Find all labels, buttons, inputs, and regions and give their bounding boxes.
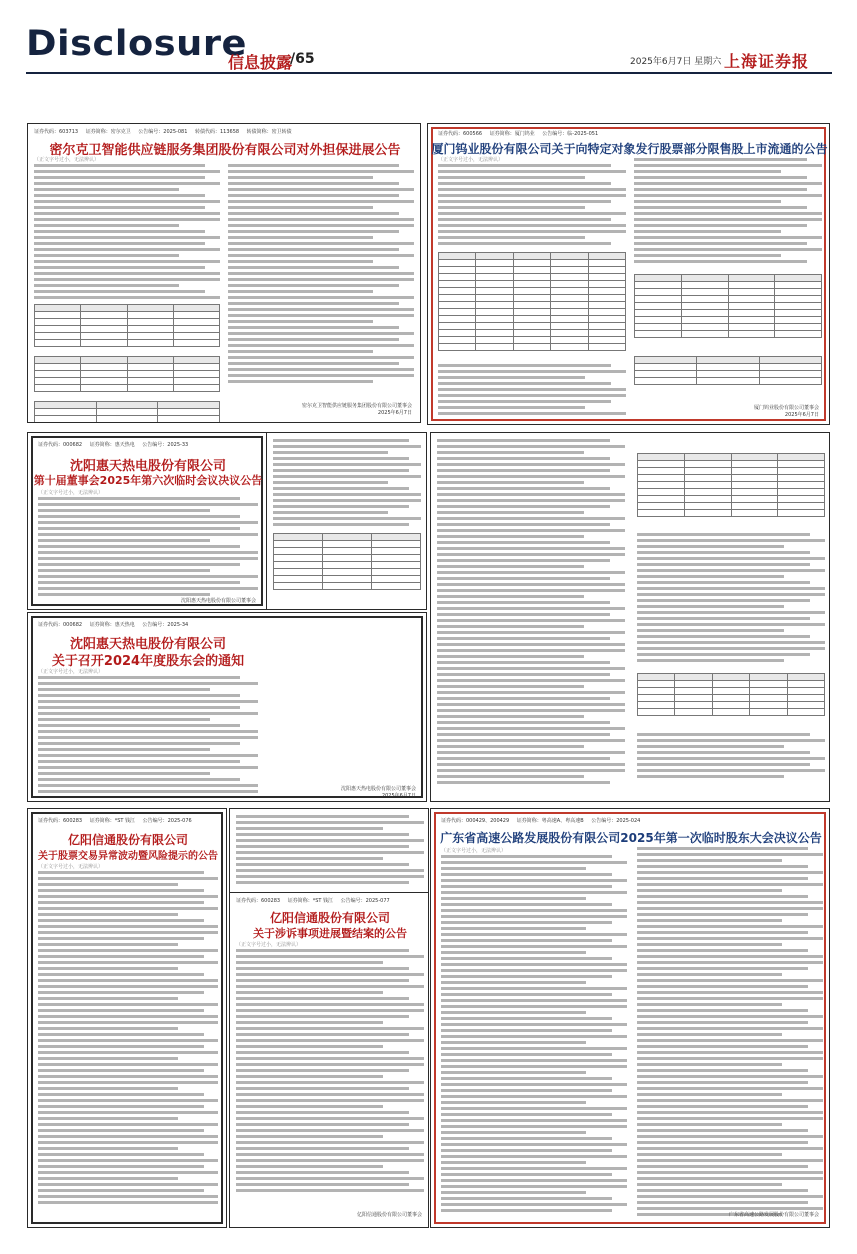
body-omitted-note: （正文字号过小，无法辨认） bbox=[38, 490, 104, 496]
signature-org: 厦门钨业股份有限公司董事会 bbox=[753, 405, 819, 411]
notice-title: 密尔克卫智能供应链服务集团股份有限公司对外担保进展公告 bbox=[49, 143, 401, 158]
notice-panel-yiyang-risk bbox=[27, 808, 227, 1228]
signature-org: 亿阳信通股份有限公司董事会 bbox=[356, 1212, 422, 1218]
notice-panel-xiamen-tungsten bbox=[427, 123, 830, 425]
notice-title-line-2: 第十届董事会2025年第六次临时会议决议公告 bbox=[33, 474, 263, 487]
signature-date: 2025年6月7日 bbox=[381, 793, 416, 799]
signature bbox=[302, 402, 412, 416]
notice-continued-center bbox=[267, 432, 427, 610]
body-omitted-note: （正文字号过小，无法辨认） bbox=[38, 864, 104, 870]
code-bar-item: 转债代码：113658 bbox=[194, 129, 240, 135]
code-bar-item: 公告编号：2025-076 bbox=[142, 818, 192, 824]
notice-title-line-1: 亿阳信通股份有限公司 bbox=[67, 833, 188, 847]
notice-title: 广东省高速公路发展股份有限公司2025年第一次临时股东大会决议公告 bbox=[440, 831, 822, 845]
notice-panel-guangdong-expressway bbox=[430, 808, 830, 1228]
code-bar bbox=[236, 897, 396, 907]
body-text bbox=[236, 949, 424, 1195]
code-bar-item: 转债简称：密卫转债 bbox=[246, 129, 292, 135]
body-text bbox=[38, 676, 258, 796]
proposal-table bbox=[273, 533, 421, 590]
signature bbox=[181, 597, 256, 604]
notice-continued-right bbox=[430, 432, 830, 802]
notice-title-line-1: 亿阳信通股份有限公司 bbox=[269, 911, 390, 925]
signature-date: 2025年6月7日 bbox=[784, 412, 819, 418]
code-bar-item: 公告编号：2025-34 bbox=[142, 622, 189, 628]
notice-panel-huitian-board bbox=[27, 432, 267, 610]
code-bar-item: 证券代码：000429、200429 bbox=[441, 818, 510, 824]
code-bar bbox=[438, 130, 604, 140]
code-bar-item: 证券简称：惠天热电 bbox=[89, 442, 135, 448]
newspaper-name: 上海证券报 bbox=[724, 52, 810, 71]
code-bar-item: 证券代码：600566 bbox=[438, 131, 483, 137]
section-title: 信息披露 bbox=[228, 53, 293, 72]
code-bar bbox=[38, 621, 194, 631]
code-bar-item: 公告编号：2025-024 bbox=[591, 818, 641, 824]
divider bbox=[230, 892, 429, 893]
notice-title-line-2: 关于召开2024年度股东会的通知 bbox=[51, 654, 245, 669]
data-table bbox=[34, 356, 220, 392]
signature-org: 沈阳惠天热电股份有限公司董事会 bbox=[180, 598, 256, 604]
body-omitted-note: （正文字号过小，无法辨认） bbox=[438, 157, 504, 163]
notice-panel-mingkewei bbox=[27, 123, 421, 423]
header-rule bbox=[26, 72, 832, 74]
notice-panel-yiyang-continued bbox=[229, 808, 429, 1228]
body-text-left bbox=[437, 439, 625, 787]
data-table bbox=[634, 356, 822, 385]
body-text-right bbox=[637, 533, 825, 665]
data-table bbox=[438, 252, 626, 351]
code-bar-item: 证券代码：600283 bbox=[236, 898, 281, 904]
signature bbox=[729, 1211, 819, 1218]
body-text-left-2 bbox=[438, 364, 626, 418]
body-omitted-note: （正文字号过小，无法辨认） bbox=[441, 848, 507, 854]
code-bar bbox=[38, 817, 198, 827]
code-bar-item: 证券简称：密尔克卫 bbox=[85, 129, 131, 135]
data-table bbox=[34, 401, 220, 423]
body-text-right bbox=[634, 158, 822, 266]
code-bar-item: 证券代码：000682 bbox=[38, 622, 83, 628]
notice-title-line-2: 关于股票交易异常波动暨风险提示的公告 bbox=[38, 851, 218, 862]
signature-org: 密尔克卫智能供应链服务集团股份有限公司董事会 bbox=[301, 403, 412, 409]
code-bar-item: 证券简称：*ST 钱江 bbox=[89, 818, 136, 824]
body-text-left bbox=[441, 855, 627, 1215]
code-bar bbox=[441, 817, 646, 827]
page-header bbox=[0, 0, 857, 74]
body-text-left bbox=[34, 164, 220, 302]
code-bar-item: 证券代码：000682 bbox=[38, 442, 83, 448]
signature bbox=[341, 785, 416, 799]
page-number: /65 bbox=[290, 51, 315, 67]
signature bbox=[754, 404, 819, 418]
body-text-left bbox=[438, 164, 626, 248]
code-bar-item: 公告编号：2025-081 bbox=[138, 129, 188, 135]
body-text bbox=[38, 497, 258, 599]
body-omitted-note: （正文字号过小，无法辨认） bbox=[236, 942, 302, 948]
code-bar-item: 证券代码：603713 bbox=[34, 129, 79, 135]
signature bbox=[357, 1211, 422, 1218]
masthead-brand: Disclosure bbox=[26, 24, 247, 64]
body-omitted-note: （正文字号过小，无法辨认） bbox=[38, 669, 104, 675]
code-bar-item: 公告编号：2025-077 bbox=[340, 898, 390, 904]
code-bar-item: 证券简称：惠天热电 bbox=[89, 622, 135, 628]
body-text bbox=[236, 815, 424, 887]
code-bar-item: 证券简称：粤高速A、粤高速B bbox=[516, 818, 584, 824]
body-text-right bbox=[637, 847, 823, 1219]
signature-date: 2025年6月7日 bbox=[377, 410, 412, 416]
notice-title-line-2: 关于涉诉事项进展暨结案的公告 bbox=[253, 927, 407, 940]
signature-org: 广东省高速公路发展股份有限公司董事会 bbox=[728, 1212, 819, 1218]
notice-title-line-1: 沈阳惠天热电股份有限公司 bbox=[69, 459, 226, 474]
code-bar-item: 公告编号：2025-33 bbox=[142, 442, 189, 448]
body-text-right bbox=[228, 164, 414, 386]
proxy-form-table bbox=[637, 673, 825, 716]
body-omitted-note: （正文字号过小，无法辨认） bbox=[34, 157, 100, 163]
proposal-table bbox=[637, 453, 825, 517]
code-bar-item: 证券简称：厦门钨业 bbox=[489, 131, 535, 137]
notice-title: 厦门钨业股份有限公司关于向特定对象发行股票部分限售股上市流通的公告 bbox=[431, 142, 828, 156]
code-bar-item: 公告编号：临-2025-051 bbox=[542, 131, 599, 137]
code-bar bbox=[34, 128, 298, 138]
code-bar-item: 证券代码：600283 bbox=[38, 818, 83, 824]
issue-date: 2025年6月7日 星期六 bbox=[630, 57, 722, 67]
data-table bbox=[634, 274, 822, 338]
body-text-right-2 bbox=[637, 733, 825, 781]
body-text bbox=[273, 439, 421, 529]
notice-panel-huitian-meeting bbox=[27, 612, 427, 802]
data-table bbox=[34, 304, 220, 347]
notice-title-line-1: 沈阳惠天热电股份有限公司 bbox=[69, 637, 226, 652]
code-bar bbox=[38, 441, 194, 451]
code-bar-item: 证券简称：*ST 钱江 bbox=[287, 898, 334, 904]
signature-org: 沈阳惠天热电股份有限公司董事会 bbox=[340, 786, 416, 792]
body-text bbox=[38, 871, 218, 1207]
